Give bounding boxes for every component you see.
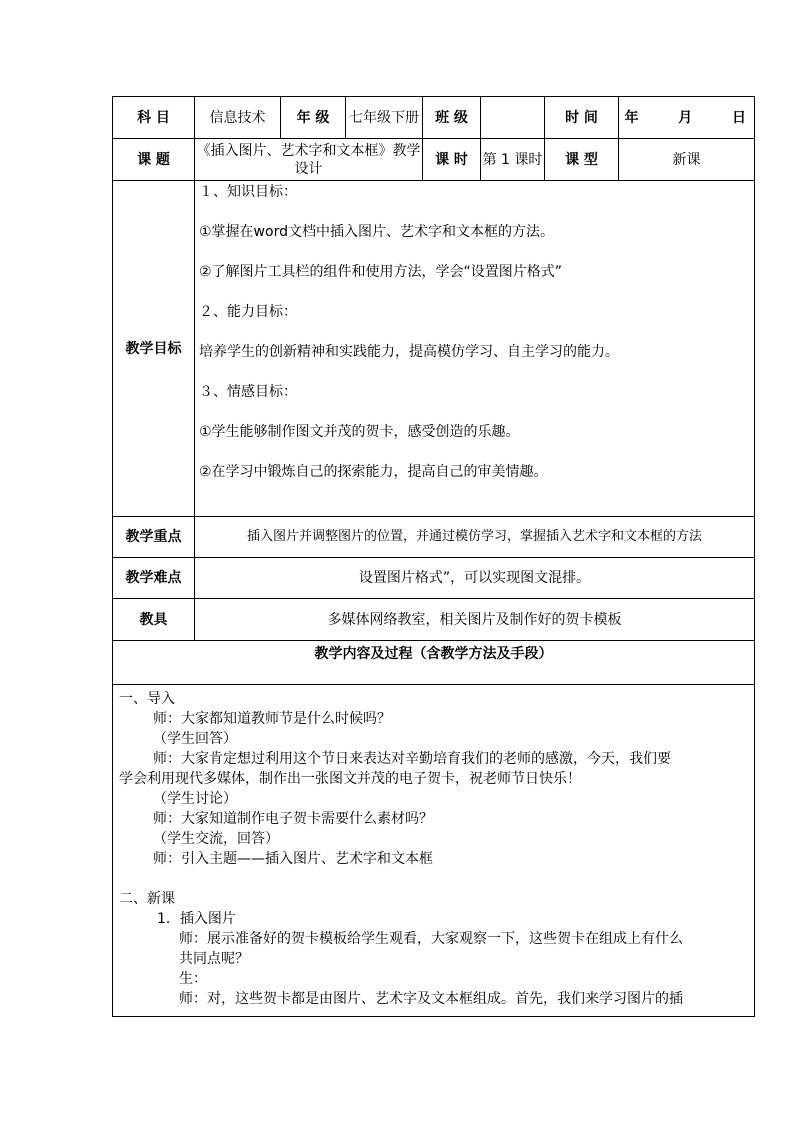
emotion-goal-1: ①学生能够制作图文并茂的贺卡，感受创造的乐趣。 — [199, 424, 520, 440]
header-row-2 — [113, 139, 755, 181]
new-lesson-line-4: 师：对，这些贺卡都是由图片、艺术字及文本框组成。首先，我们来学习图片的插 — [179, 991, 683, 1007]
lesson-plan-table — [112, 96, 755, 1017]
intro-line-4: （学生讨论） — [153, 791, 237, 807]
class-label: 班 级 — [423, 97, 481, 139]
knowledge-goal-2: ②了解图片工具栏的组件和使用方法，学会“设置图片格式” — [199, 264, 563, 280]
intro-line-3a: 师：大家肯定想过利用这个节日来表达对辛勤培育我们的老师的感激，今天，我们要 — [153, 751, 671, 767]
class-value — [481, 97, 545, 139]
subject-value: 信息技术 — [195, 97, 281, 139]
period-label: 课 时 — [423, 139, 481, 181]
goals-row — [113, 181, 755, 517]
date-month: 月 — [678, 109, 693, 126]
date-day: 日 — [732, 109, 746, 126]
intro-line-2: （学生回答） — [153, 731, 237, 747]
intro-line-5: 师：大家知道制作电子贺卡需要什么素材吗？ — [153, 811, 433, 827]
grade-label: 年 级 — [281, 97, 346, 139]
emotion-goal-heading: ３、情感目标： — [199, 384, 297, 400]
key-points-value: 插入图片并调整图片的位置，并通过模仿学习，掌握插入艺术字和文本框的方法 — [195, 517, 755, 558]
knowledge-goal-1: ①掌握在word文档中插入图片、艺术字和文本框的方法。 — [199, 224, 554, 240]
new-lesson-step-1: 1．插入图片 — [157, 911, 236, 927]
intro-line-1: 师：大家都知道教师节是什么时候吗？ — [153, 711, 391, 727]
grade-value: 七年级下册 — [346, 97, 423, 139]
header-row-1 — [113, 97, 755, 139]
new-lesson-line-2b: 共同点呢？ — [179, 951, 249, 967]
spacer — [119, 869, 746, 889]
tools-label: 教具 — [113, 599, 195, 641]
date-year: 年 — [624, 109, 639, 126]
new-lesson-heading: 二、新课 — [119, 891, 175, 907]
topic-value: 《插入图片、艺术字和文本框》教学设计 — [195, 139, 423, 181]
period-value: 第 1 课时 — [481, 139, 545, 181]
type-label: 课 型 — [545, 139, 619, 181]
new-lesson-line-3: 生： — [179, 971, 207, 987]
key-points-row — [113, 517, 755, 558]
intro-line-7: 师：引入主题——插入图片、艺术字和文本框 — [153, 851, 433, 867]
goals-label: 教学目标 — [113, 181, 195, 517]
time-label: 时 间 — [545, 97, 619, 139]
goals-content — [195, 181, 755, 517]
process-heading-row — [113, 641, 755, 685]
process-heading: 教学内容及过程（含教学方法及手段） — [113, 641, 755, 685]
new-lesson-line-2a: 师：展示准备好的贺卡模板给学生观看，大家观察一下，这些贺卡在组成上有什么 — [179, 931, 683, 947]
difficulties-row — [113, 558, 755, 599]
difficulties-value: 设置图片格式”，可以实现图文混排。 — [195, 558, 755, 599]
process-row — [113, 685, 755, 1017]
intro-line-3b: 学会利用现代多媒体，制作出一张图文并茂的电子贺卡，祝老师节日快乐！ — [119, 771, 581, 787]
key-points-label: 教学重点 — [113, 517, 195, 558]
difficulties-label: 教学难点 — [113, 558, 195, 599]
knowledge-goal-heading: １、知识目标： — [199, 184, 297, 200]
tools-value: 多媒体网络教室，相关图片及制作好的贺卡模板 — [195, 599, 755, 641]
ability-goal-1: 培养学生的创新精神和实践能力，提高模仿学习、自主学习的能力。 — [199, 344, 619, 360]
date-cell — [619, 97, 755, 139]
process-content — [113, 685, 755, 1017]
type-value: 新课 — [619, 139, 755, 181]
intro-heading: 一、导入 — [119, 691, 175, 707]
intro-line-6: （学生交流，回答） — [153, 831, 279, 847]
topic-label: 课 题 — [113, 139, 195, 181]
ability-goal-heading: ２、能力目标： — [199, 304, 297, 320]
subject-label: 科 目 — [113, 97, 195, 139]
tools-row — [113, 599, 755, 641]
emotion-goal-2: ②在学习中锻炼自己的探索能力，提高自己的审美情趣。 — [199, 464, 548, 480]
